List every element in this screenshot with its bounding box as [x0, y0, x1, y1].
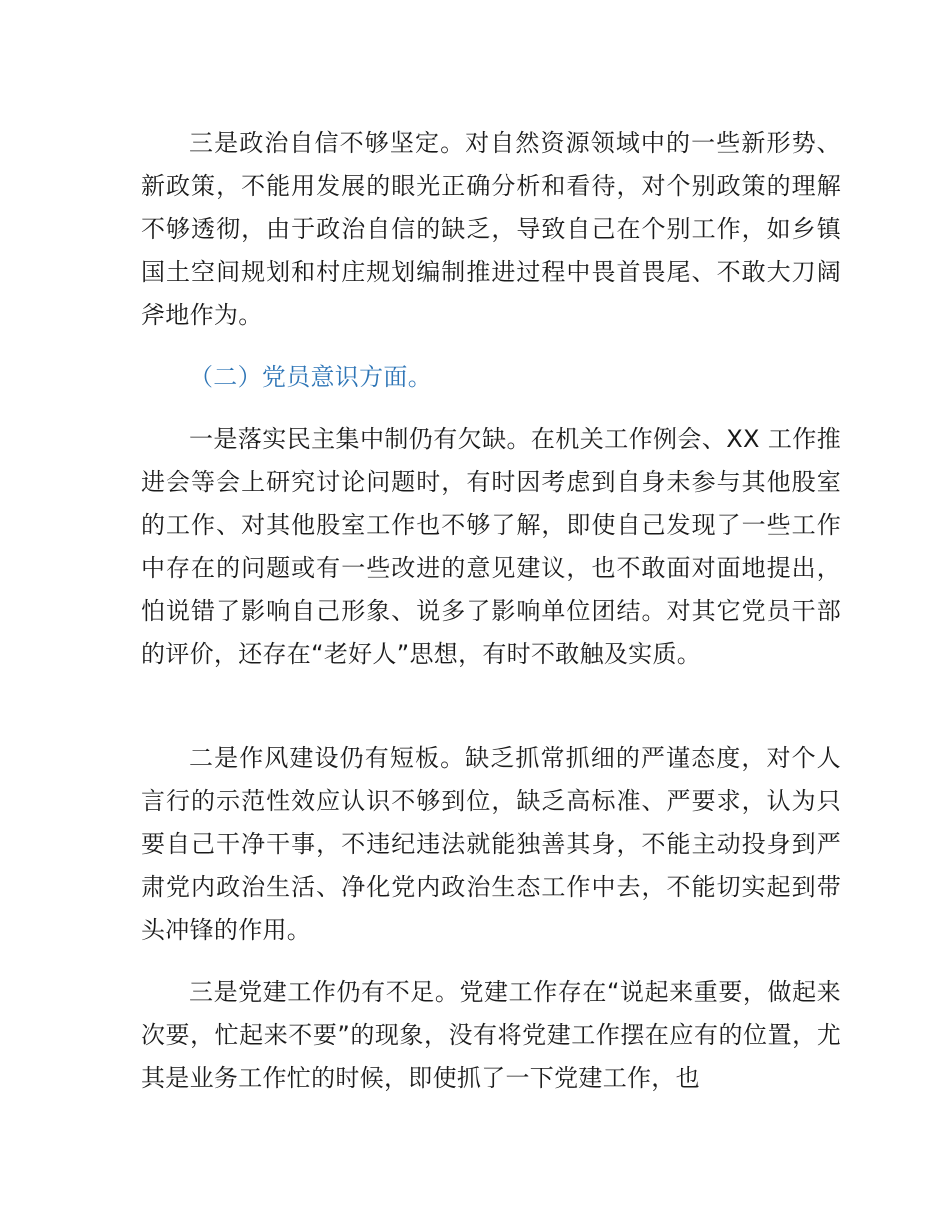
paragraph-work-style: 二是作风建设仍有短板。缺乏抓常抓细的严谨态度，对个人言行的示范性效应认识不够到位，缺乏高标准、严要求，认为只要自己干净干事，不违纪违法就能独善其身，不能主动投身到严肃党内政治生活、净化党内政治生态工作中去，不能切实起到带头冲锋的作用。 [141, 744, 841, 944]
section-heading-party-awareness: （二）党员意识方面。 [189, 363, 432, 391]
paragraph-party-building: 三是党建工作仍有不足。党建工作存在“说起来重要，做起来次要，忙起来不要”的现象，没有将党建工作摆在应有的位置，尤其是业务工作忙的时候，即使抓了一下党建工作，也 [141, 978, 841, 1092]
paragraph-political-confidence: 三是政治自信不够坚定。对自然资源领域中的一些新形势、新政策，不能用发展的眼光正确分析和看待，对个别政策的理解不够透彻，由于政治自信的缺乏，导致自己在个别工作，如乡镇国土空间规划和村庄规划编制推进过程中畏首畏尾、不敢大刀阔斧地作为。 [141, 129, 841, 329]
paragraph-democratic-centralism: 一是落实民主集中制仍有欠缺。在机关工作例会、XX 工作推进会等会上研究讨论问题时，有时因考虑到自身未参与其他股室的工作、对其他股室工作也不够了解，即使自己发现了一些工作中存在的问题或有一些改进的意见建议，也不敢面对面地提出，怕说错了影响自己形象、说多了影响单位团结。对其它党员干部的评价，还存在“老好人”思想，有时不敢触及实质。 [141, 425, 841, 668]
